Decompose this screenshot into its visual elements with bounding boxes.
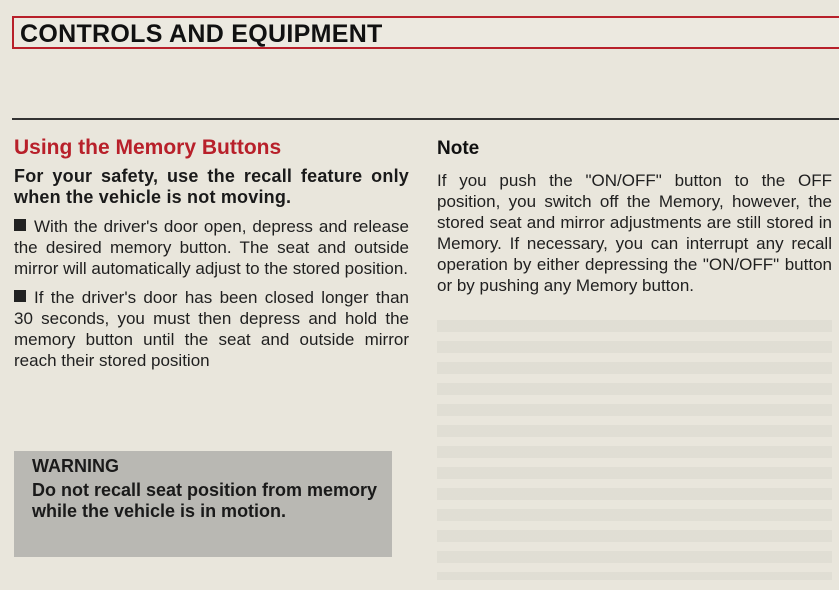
warning-title: WARNING xyxy=(32,456,119,476)
right-column xyxy=(437,136,832,296)
note-text: If you push the "ON/OFF" button to the OFF position, you switch off the Memory, however, the stored seat and mirror adjustments are still stored in Memory. If necessary, you can interrupt any recall operation by either depressing the "ON/OFF" button or by pushing any Memory button. xyxy=(437,171,832,295)
memory-buttons-heading: Using the Memory Buttons xyxy=(14,136,282,159)
section-header xyxy=(12,16,839,49)
instruction-paragraph-1 xyxy=(14,216,409,279)
left-column xyxy=(14,136,409,379)
bullet-square-icon xyxy=(14,219,26,231)
bullet-square-icon xyxy=(14,290,26,302)
instruction-paragraph-2 xyxy=(14,287,409,371)
header-divider xyxy=(12,118,839,120)
instruction-text-1: With the driver's door open, depress and release the desired memory button. The seat and outside mirror will automatically adjust to the stored position. xyxy=(14,217,409,278)
warning-text: Do not recall seat position from memory while the vehicle is in motion. xyxy=(32,480,378,521)
instruction-text-2: If the driver's door has been closed longer than 30 seconds, you must then depress and hold the memory button until the seat and outside mirror reach their stored position xyxy=(14,288,409,370)
safety-notice: For your safety, use the recall feature only when the vehicle is not moving. xyxy=(14,166,409,207)
warning-box xyxy=(14,451,392,557)
note-heading: Note xyxy=(437,138,480,159)
bleed-through-right xyxy=(437,320,832,580)
section-title: CONTROLS AND EQUIPMENT xyxy=(20,20,383,48)
